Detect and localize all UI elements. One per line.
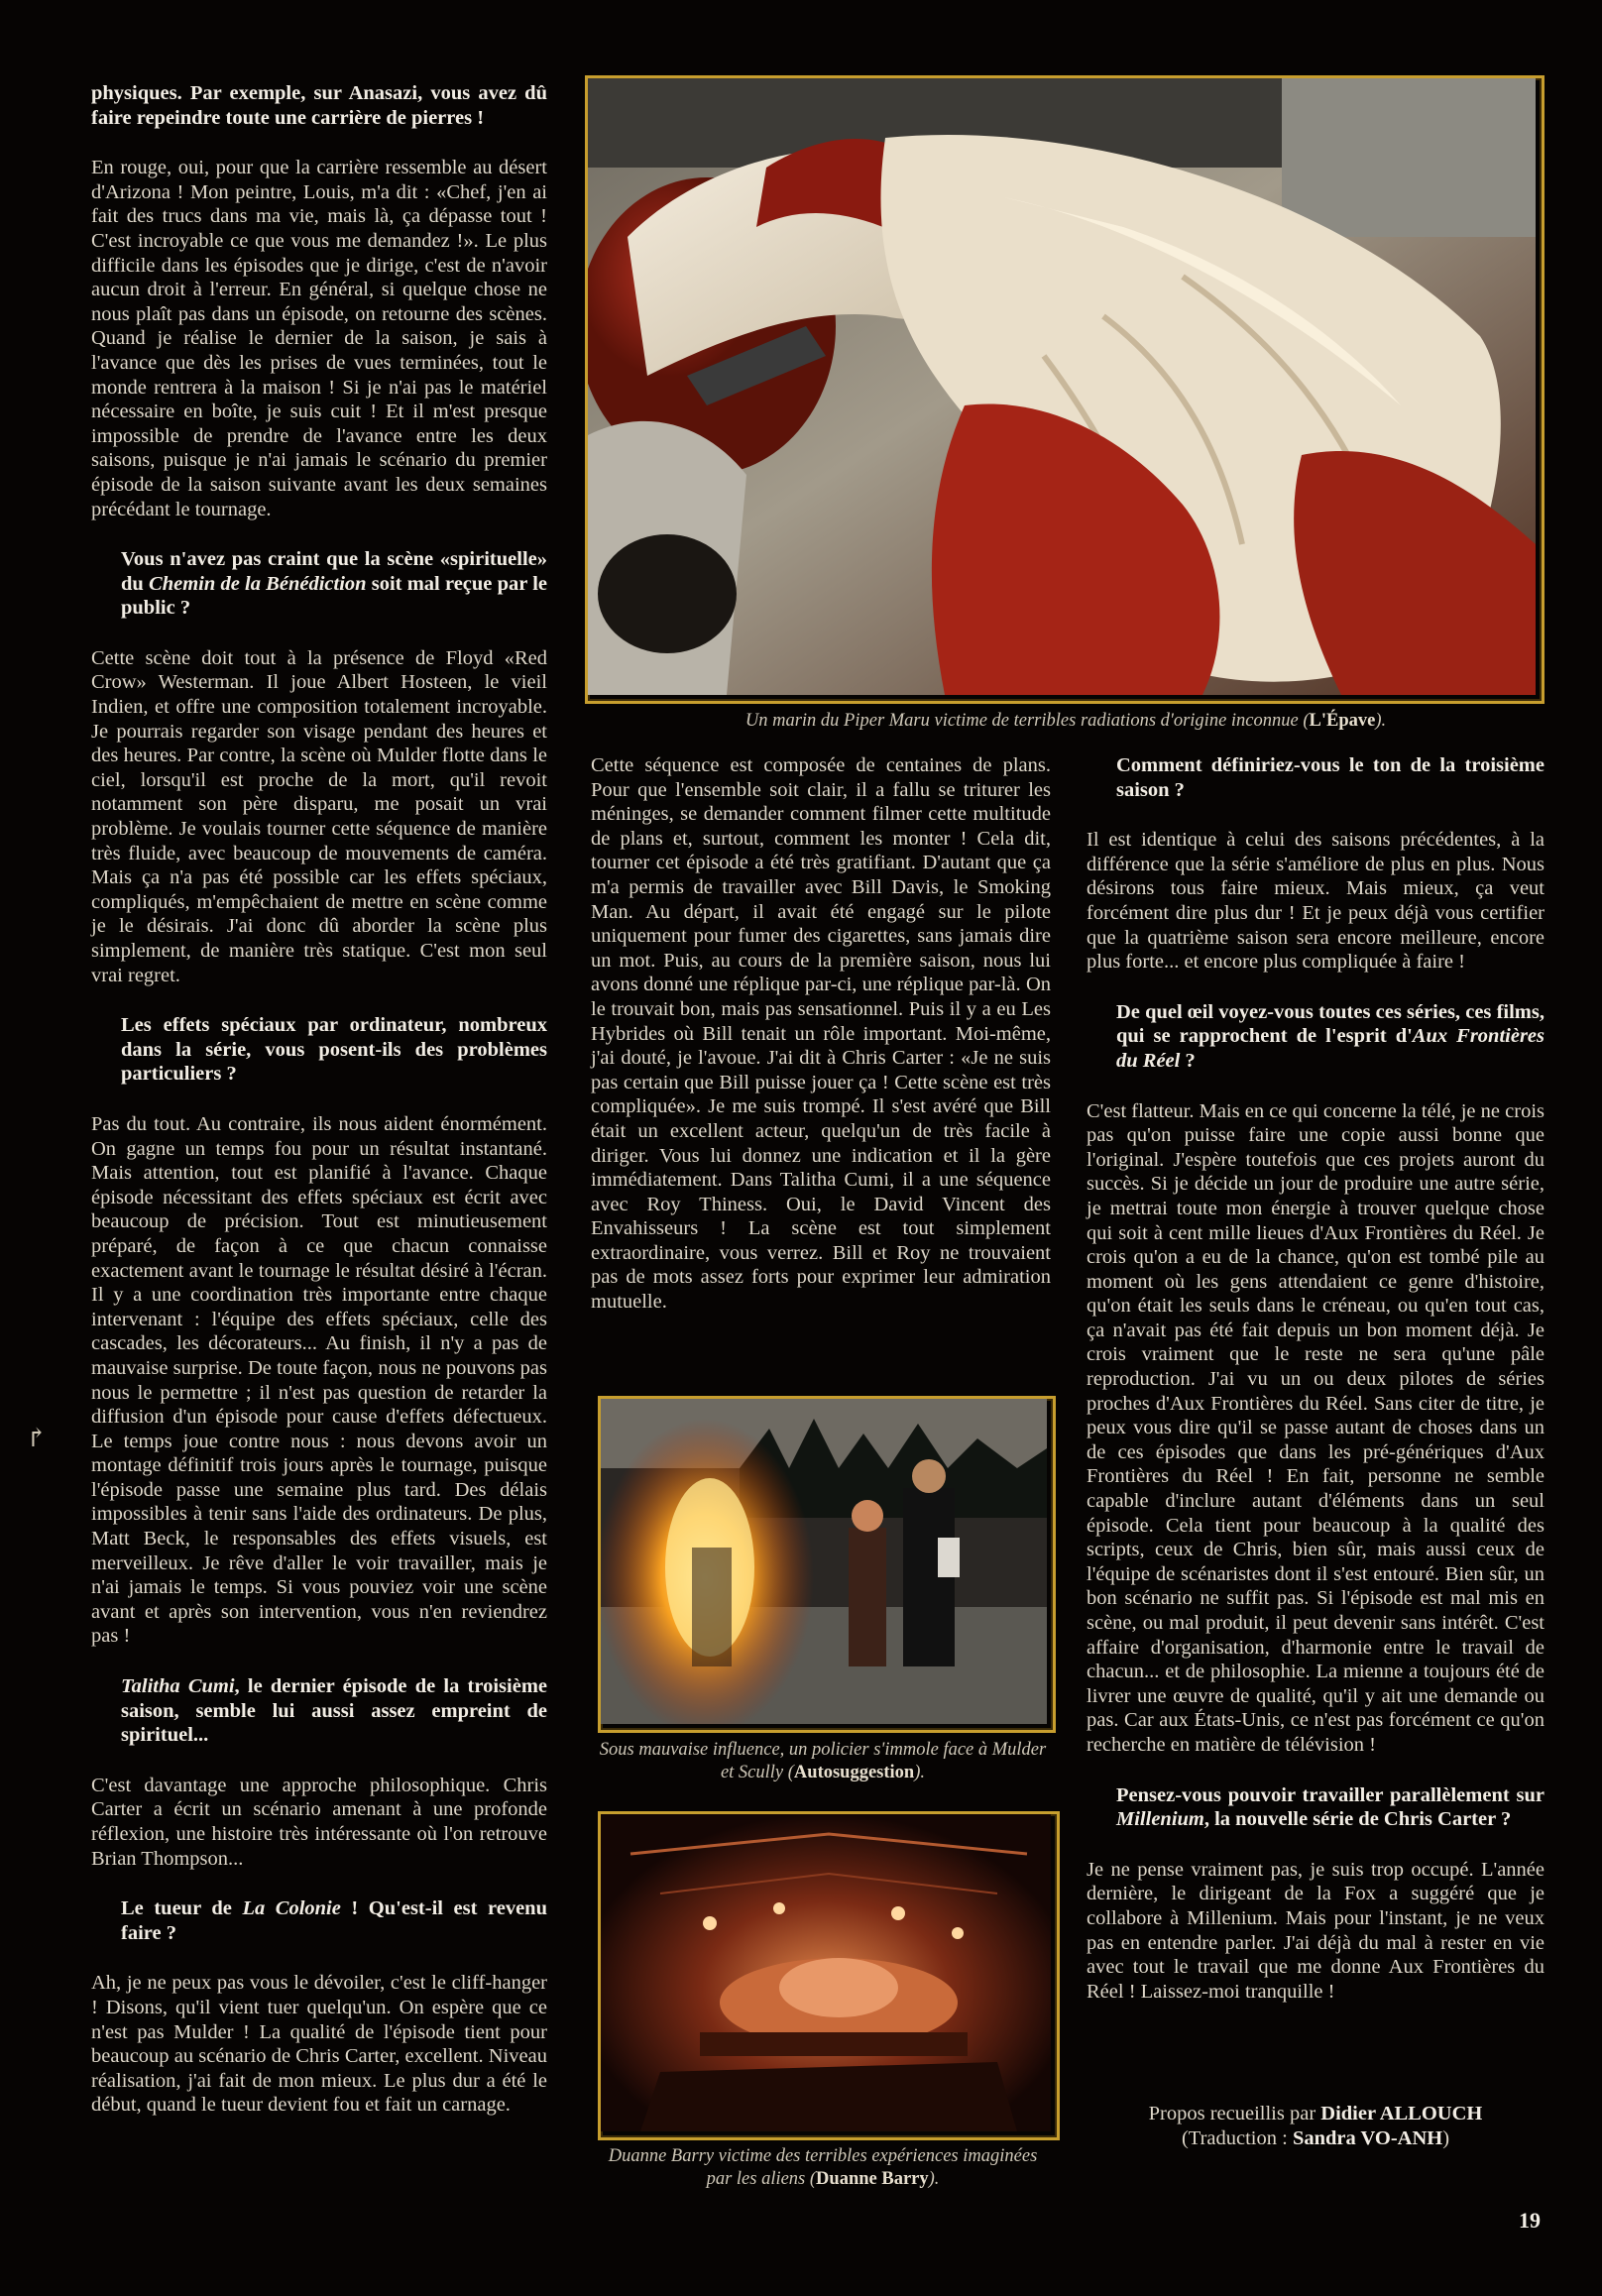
question-third-season: Comment définiriez-vous le ton de la troisième saison ? [1116, 754, 1545, 801]
episode-title: Autosuggestion [793, 1763, 915, 1782]
credit-text: ) [1442, 2126, 1450, 2149]
answer-paragraph: Je ne pense vraiment pas, je suis trop occupé. L'année dernière, le dirigeant de la Fox a suggéré que je collabore à Millenium. Mais pour l'instant, je ne veux pas en entendre parler. J'ai déjà du mal à rester en vie avec tout le travail que me donne Aux Frontières du Réel ! Laissez-moi tranquille ! [1087, 1858, 1545, 2003]
column-right [1087, 753, 1545, 2004]
answer-paragraph: Cette scène doit tout à la présence de Floyd «Red Crow» Westerman. Il joue Albert Hosteen, le vieil Indien, et offre une composition totalement incroyable. Je pourrais regarder son visage pendant des heures et des heures. Par contre, la scène où Mulder flotte dans le ciel, lorsqu'il est proche de la mort, qu'il revoit notamment son père disparu, me posait un vrai problème. Je voulais tourner cette séquence de manière très fluide, avec beaucoup de mouvements de caméra. Mais ça n'a pas été possible car les effets spéciaux, compliqués, m'empêchaient de mettre en scène comme je le désirais. J'ai donc dû aborder la scène plus simplement, de manière très statique. C'est mon seul vrai regret. [91, 646, 547, 986]
question-text: ! Qu'est-il est revenu faire ? [121, 1897, 547, 1944]
question-millenium [1087, 1783, 1545, 1832]
caption-text: ). [1375, 711, 1387, 731]
question-text: , le dernier épisode de la troisième saison, semble lui aussi assez empreint de spirituel... [121, 1675, 547, 1747]
credit-text: Propos recueillis par [1148, 2103, 1321, 2124]
photo-burning-image [601, 1399, 1047, 1724]
question-text: , la nouvelle série de Chris Carter ? [1203, 1808, 1512, 1831]
episode-title: La Colonie [242, 1897, 341, 1920]
answer-paragraph: Cette séquence est composée de centaines de plans. Pour que l'ensemble soit clair, il a fallu se triturer les méninges, se demander comment filmer cette multitude de plans et, surtout, comment les monter ! Cela dit, tourner cet épisode a été très gratifiant. D'autant que ça m'a permis de travailler avec Bill Davis, le Smoking Man. Au départ, il avait été engagé sur le pilote uniquement pour fumer des cigarettes, sans jamais dire un mot. Puis, au cours de la première saison, nous lui avons donné une réplique par-ci, une réplique par-là. On le trouvait bon, mais pas sensationnel. Puis il y a eu Les Hybrides où Bill tenait un rôle important. Moi-même, j'ai douté, je l'avoue. J'ai dit à Chris Carter : «Je ne suis pas certain que Bill puisse jouer ça ! Cette scène est très compliquée». Je me suis trompé. Il s'est avéré que Bill était un excellent acteur, quelqu'un de très facile à diriger. Vous lui donnez une indication et il la gère immédiatement. Dans Talitha Cumi, il a une séquence avec Roy Thiness. Oui, le David Vincent des Envahisseurs ! La scène est tout simplement extraordinaire, vous verrez. Bill et Roy ne trouvaient pas de mots assez forts pour exprimer leur admiration mutuelle. [591, 754, 1051, 1314]
question-anasazi [91, 81, 547, 130]
credit-line [1087, 2126, 1545, 2151]
page-number: 19 [1519, 2208, 1541, 2233]
question-text: De quel œil voyez-vous toutes ces séries, ces films, qui se rapprochent de l'esprit d' [1116, 1000, 1545, 1048]
answer-paragraph: C'est flatteur. Mais en ce qui concerne la télé, je ne crois pas qu'on puisse faire une copie aussi bonne que l'original. J'espère toutefois que ces projets auront du succès. Si je décide un jour de produire une autre série, je mettrai toute mon énergie à trouver quelque chose qui soit à cent mille lieues d'Aux Frontières du Réel. Je crois qu'on a eu de la chance, qu'on est tombé pile au moment où les gens attendaient ce genre d'histoire, qu'on était les seuls dans le créneau, ou qu'en tout cas, ça n'avait pas été fait depuis un bon moment déjà. Je crois vraiment que le reste ne sera qu'une pâle reproduction. J'ai vu un ou deux pilotes de séries proches d'Aux Frontières du Réel. Sans citer de titre, je peux vous dire qu'il se passe autant de choses dans un de ces épisodes que dans les pré-génériques d'Aux Frontières du Réel ! En fait, personne ne semble capable d'inclure autant d'éléments dans un seul épisode. Cela tient pour beaucoup à la qualité des scripts, ceux de Chris, bien sûr, mais aussi ceux de l'équipe de scénaristes dont il s'est entouré. Bien sûr, un bon scénario ne suffit pas. Si l'épisode est mal mis en scène, ou mal produit, il peut devenir sans intérêt. C'est affaire d'organisation, d'harmonie entre le travail de chacun... et de philosophie. La mienne a toujours été de livrer une œuvre de qualité, qu'il y ait une demande ou pas. Car aux États-Unis, ce n'est pas forcément ce qu'on recherche en matière de télévision ! [1087, 1099, 1545, 1756]
episode-title: Talitha Cumi [121, 1675, 235, 1698]
question-text: ? [1180, 1049, 1196, 1072]
margin-mark-icon: ↱ [26, 1424, 48, 1452]
question-la-colonie [91, 1896, 547, 1945]
photo-alien-experiment-image [601, 1814, 1051, 2131]
photo-caption [585, 710, 1546, 733]
question-similar-series [1087, 1000, 1545, 1074]
answer-paragraph: C'est davantage une approche philosophique. Chris Carter a écrit un scénario amenant à une profonde réflexion, une histoire très intéressante où l'on retrouve Brian Thompson... [91, 1774, 547, 1870]
photo-caption [595, 1739, 1051, 1784]
caption-text: Sous mauvaise influence, un policier s'immole face à Mulder et Scully ( [599, 1740, 1047, 1782]
column-middle [591, 753, 1051, 1315]
question-talitha-cumi [91, 1674, 547, 1748]
credit-text: (Traduction : [1181, 2126, 1293, 2149]
caption-text: Duanne Barry victime des terribles expériences imaginées par les aliens ( [608, 2146, 1038, 2189]
photo-sailor-image [588, 78, 1536, 695]
interview-credits [1087, 2102, 1545, 2150]
question-text: Vous n'avez pas craint que la scène «spirituelle» du [121, 548, 547, 595]
question-text: soit mal reçue par le public ? [121, 572, 547, 620]
caption-text: ). [928, 2169, 940, 2189]
translator-name: Sandra VO-ANH [1292, 2126, 1443, 2149]
credit-line [1087, 2102, 1545, 2126]
question-special-effects: Les effets spéciaux par ordinateur, nombreux dans la série, vous posent-ils des problèmes particuliers ? [121, 1014, 547, 1086]
author-name: Didier ALLOUCH [1320, 2103, 1483, 2124]
photo-caption [595, 2145, 1051, 2191]
question-text: physiques. Par exemple, sur Anasazi, vous avez dû faire repeindre toute une carrière de pierres ! [91, 82, 547, 129]
question-benediction [91, 547, 547, 621]
series-title: Aux Frontières du Réel [1116, 1025, 1545, 1072]
answer-paragraph: En rouge, oui, pour que la carrière ressemble au désert d'Arizona ! Mon peintre, Louis, m'a dit : «Chef, j'en ai fait des trucs dans ma vie, mais là, ça dépasse tout ! C'est incroyable ce que vous me demandez !». Le plus difficile dans les épisodes que je dirige, c'est de n'avoir aucun droit à l'erreur. En général, si quelque chose ne nous plaît pas dans un épisode, on retourne des scènes. Quand je réalise le dernier de la saison, je sais à l'avance que dès les prises de vues terminées, tout le monde rentrera à la maison ! Si je n'ai pas le matériel nécessaire en boîte, je suis cuit ! Et il m'est presque impossible de prendre de l'avance entre les deux saisons, puisque je n'ai jamais le scénario du premier épisode de la saison suivante avant les deux semaines précédant le tournage. [91, 157, 547, 520]
column-left [91, 81, 547, 2118]
episode-title: Chemin de la Bénédiction [149, 572, 367, 595]
photo-duanne-barry [598, 1811, 1060, 2140]
episode-title: Duanne Barry [816, 2169, 929, 2189]
caption-text: Un marin du Piper Maru victime de terribles radiations d'origine inconnue ( [744, 711, 1310, 731]
question-text: Le tueur de [121, 1897, 243, 1920]
answer-paragraph: Il est identique à celui des saisons précédentes, à la différence que la série s'améliore de plus en plus. Nous désirons tous faire mieux. Mais mieux, ça veut forcément dire plus dur ! Et je peux déjà vous certifier que la quatrième saison sera encore meilleure, encore plus forte... et encore plus compliquée à faire ! [1087, 829, 1545, 974]
answer-paragraph: Pas du tout. Au contraire, ils nous aident énormément. On gagne un temps fou pour un résultat instantané. Mais attention, tout est planifié à l'avance. Chaque épisode nécessitant des effets spéciaux est écrit avec beaucoup de précision. Tout est minutieusement préparé, de façon à ce que chacun connaisse exactement avant le tournage le résultat désiré à l'écran. Il y a une coordination très importante entre chaque intervenant : l'équipe des effets spéciaux, celle des cascades, les décorateurs... Au finish, il n'y a pas de mauvaise surprise. De toute façon, nous ne pouvons pas nous le permettre ; il n'est pas question de retarder la diffusion d'un épisode pour cause d'effets défectueux. Le temps joue contre nous : nous devons avoir un montage définitif trois jours après le tournage, puisque l'épisode passe une semaine plus tard. Des délais impossibles à tenir sans l'aide des ordinateurs. De plus, Matt Beck, le responsables des effets visuels, est merveilleux. Je rêve d'aller le voir travailler, mais je n'ai jamais le temps. Si vous pouviez voir une scène avant et après son intervention, vous n'en reviendrez pas ! [91, 1112, 547, 1648]
series-title: Millenium [1116, 1808, 1204, 1831]
photo-burning-policeman [598, 1396, 1056, 1733]
photo-sailor-victim [585, 75, 1545, 704]
caption-text: ). [914, 1763, 926, 1782]
episode-title: L'Épave [1309, 711, 1376, 731]
question-text: Pensez-vous pouvoir travailler parallèlement sur [1116, 1783, 1545, 1806]
answer-paragraph: Ah, je ne peux pas vous le dévoiler, c'est le cliff-hanger ! Disons, qu'il vient tuer quelqu'un. On espère que ce n'est pas Mulder ! La qualité de l'épisode tient pour beaucoup au scénario de Chris Carter, excellent. Niveau réalisation, j'ai fait de mon mieux. Le plus dur a été le début, quand le tueur devient fou et fait un carnage. [91, 1972, 547, 2117]
